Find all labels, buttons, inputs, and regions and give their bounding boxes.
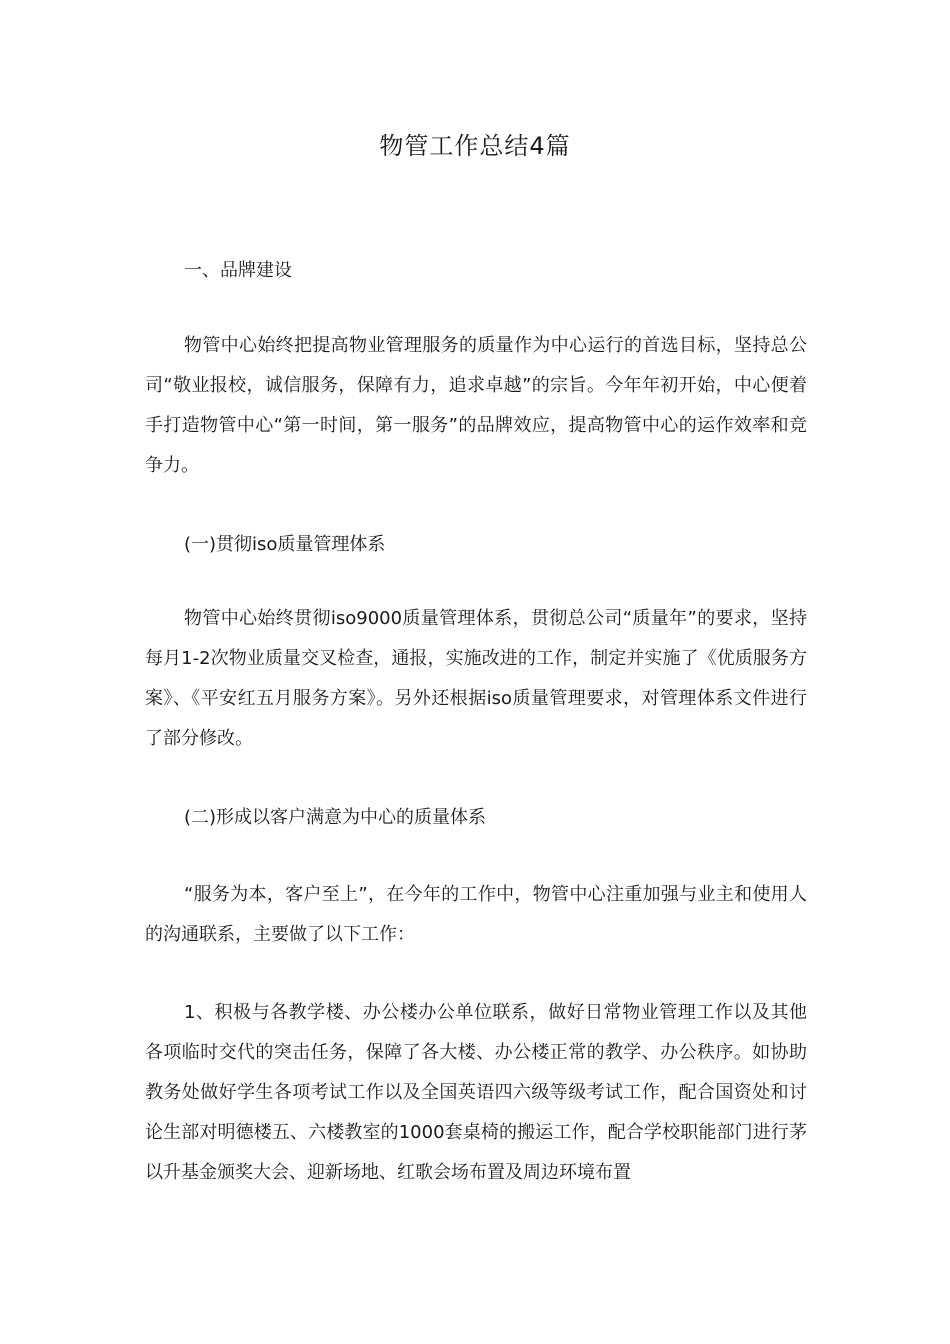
section-heading-brand: 一、品牌建设 — [184, 260, 292, 281]
paragraph-item-1: 1、积极与各教学楼、办公楼办公单位联系，做好日常物业管理工作以及其他各项临时交代的突击任务，保障了各大楼、办公楼正常的教学、办公秩序。如协助教务处做好学生各项考试工作以及全国英语四六级等级考试工作，配合国资处和讨论生部对明德楼五、六楼教室的1000套桌椅的搬运工作，配合学校职能部门进行茅以升基金颁奖大会、迎新场地、红歌会场布置及周边环境布置 — [145, 1002, 807, 1183]
paragraph-brand-intro: 物管中心始终把提高物业管理服务的质量作为中心运行的首选目标，坚持总公司“敬业报校，诚信服务，保障有力，追求卓越”的宗旨。今年年初开始，中心便着手打造物管中心“第一时间，第一服务”的品牌效应，提高物管中心的运作效率和竞争力。 — [145, 335, 807, 476]
paragraph-customer-intro: “服务为本，客户至上”，在今年的工作中，物管中心注重加强与业主和使用人的沟通联系，主要做了以下工作： — [145, 884, 807, 945]
subsection-heading-iso: (一)贯彻iso质量管理体系 — [184, 534, 386, 555]
document-title: 物管工作总结4篇 — [379, 132, 571, 160]
subsection-heading-customer: (二)形成以客户满意为中心的质量体系 — [184, 807, 487, 828]
paragraph-iso: 物管中心始终贯彻iso9000质量管理体系，贯彻总公司“质量年”的要求，坚持每月1-2次物业质量交叉检查，通报，实施改进的工作，制定并实施了《优质服务方案》、《平安红五月服务方案》。另外还根据iso质量管理要求，对管理体系文件进行了部分修改。 — [145, 608, 807, 749]
